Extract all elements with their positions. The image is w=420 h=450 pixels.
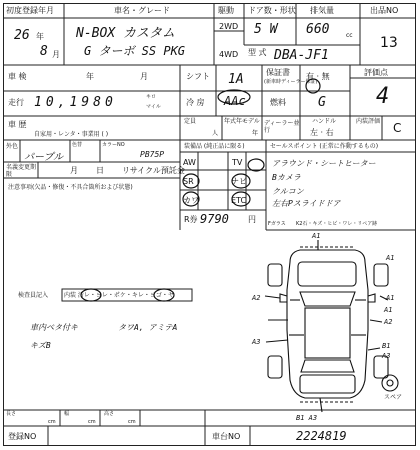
exterior-color-value: パープル [24, 152, 64, 163]
handle-label: ハンドル [312, 118, 337, 125]
color-number-label: カラーNO [102, 142, 125, 148]
year-unit: 年 [36, 32, 44, 41]
displacement-unit: cc [346, 32, 353, 39]
drive-label: 駆動 [218, 6, 234, 15]
damage-mark-right-mirror: A1 [386, 294, 395, 302]
length-unit: cm [48, 419, 56, 425]
grade-value: G ターボ SS PKG [84, 44, 186, 58]
score-value: 4 [376, 84, 390, 109]
sales-points-label: セールスポイント (正常に作動するもの) [270, 143, 379, 150]
month-unit: 月 [52, 50, 60, 59]
handle-value: 左 · 右 [310, 128, 334, 137]
r-ticket-label: R券 [184, 215, 198, 224]
damage-mark-left-mirror: A2 [252, 294, 261, 302]
warranty-options: 有 · 無 [306, 72, 330, 81]
sales-point-3: クルコン [272, 187, 304, 196]
width-label: 幅 [64, 411, 70, 417]
name-change-day-unit: 日 [96, 166, 104, 175]
equipment-aw: AW [183, 158, 196, 167]
handwritten-note-3: キズB [30, 341, 51, 350]
damage-mark-right-upper: A1 [384, 306, 393, 314]
handwritten-note-2: タワA, アミテA [118, 323, 178, 332]
equipment-etc: ETC [231, 196, 247, 205]
name-change-month-unit: 月 [70, 166, 78, 175]
recycle-label: リサイクル預託金 [122, 166, 185, 175]
damage-mark-rear: B1 A3 [296, 414, 318, 422]
model-value: DBA-JF1 [274, 48, 329, 63]
f-glass-label: Fガラス [268, 221, 286, 227]
warranty-sub-label: (新車時ディーラー保証) [264, 79, 318, 85]
damage-mark-right-rear-2: A3 [382, 352, 391, 360]
equipment-sr: SR [183, 177, 194, 186]
name-change-label: 名義変更期限 [6, 164, 37, 178]
interior-marks: 内装 汚レ・ヨレ・ポケ・キレ・ヨゴ・ヤ [64, 292, 174, 299]
spare-label: スペア [384, 394, 403, 401]
inspection-label: 車 検 [8, 72, 27, 81]
equipment-tv: TV [232, 158, 243, 167]
height-unit: cm [128, 419, 136, 425]
displacement-value: 660 [306, 22, 330, 37]
listing-number-label: 出品NO [370, 6, 399, 15]
sales-point-2: Bカメラ [272, 173, 301, 182]
dealer-label: ディーラー並行 [264, 120, 300, 134]
mileage-label: 走行 [8, 98, 24, 107]
interior-eval-label: 内装評価 [356, 118, 381, 125]
capacity-unit: 人 [212, 130, 219, 137]
equipment-leather: カワ [183, 196, 199, 205]
year-model-label: 年式年モデル [224, 118, 260, 125]
sales-point-4: 左右Pスライドドア [272, 199, 341, 208]
drive-4wd-label: 4WD [219, 50, 239, 59]
sales-point-1: アラウンド・シートヒーター [272, 159, 376, 168]
damage-legend: K2石・キズ・ヒビ・ワレ・リペア跡 [296, 221, 378, 227]
shift-value: 1A [228, 72, 244, 87]
door-value: 5 W [254, 22, 278, 37]
model-label: 型 式 [248, 48, 267, 57]
damage-mark-front: A1 [312, 232, 321, 240]
color-number-value: PB75P [140, 150, 165, 159]
exterior-color-label: 外色 [6, 143, 19, 150]
inspection-year-unit: 年 [86, 72, 94, 81]
shift-label: シフト [186, 72, 210, 81]
inspection-month-unit: 月 [140, 72, 148, 81]
damage-mark-right-rear: B1 [382, 342, 391, 350]
equipment-navi: ナビ [231, 177, 247, 186]
r-ticket-value: 9790 [200, 212, 229, 226]
caution-label: 注意事項(欠品・修復・不具合箇所および状態) [8, 184, 133, 191]
mileage-value: 10,1980 [34, 95, 117, 110]
damage-mark-right-door: A2 [384, 318, 393, 326]
car-damage-diagram [265, 240, 398, 412]
door-label: ドア数・形状 [248, 6, 296, 15]
listing-number-value: 13 [380, 35, 398, 51]
chassis-number-value: 2224819 [296, 429, 347, 443]
drive-2wd-label: 2WD [219, 22, 239, 31]
length-label: 長さ [6, 411, 17, 417]
history-label: 車 歴 [8, 120, 27, 129]
first-registration-year: 26 [14, 28, 30, 43]
height-label: 高さ [104, 411, 115, 417]
color-code-label: 燃料 [270, 98, 286, 107]
ac-label: 冷 房 [186, 98, 205, 107]
score-label: 評価点 [364, 68, 388, 77]
equipment-label: 装備品 (純正品に限る) [184, 143, 245, 150]
history-sub-label: 自家用・レンタ・事業用 ( ) [34, 131, 109, 138]
interior-eval-value: C [393, 121, 402, 135]
warranty-label: 保証書 [266, 68, 290, 77]
damage-mark-front-right: A1 [386, 254, 395, 262]
handwritten-note-1: 車内ベタ付キ [30, 323, 78, 332]
mileage-unit-mile: マイル [146, 104, 161, 110]
mileage-unit-km: キロ [146, 94, 157, 100]
year-model-unit: 年 [252, 130, 259, 137]
width-unit: cm [88, 419, 96, 425]
inspector-label: 検査員記入 [18, 292, 49, 299]
car-name-label: 車名・グレード [114, 6, 170, 15]
registration-number-label: 登録NO [8, 432, 37, 441]
color-code-value: G [318, 95, 326, 110]
car-name-value: N-BOX カスタム [76, 26, 175, 41]
ac-value: AAc [224, 94, 246, 108]
chassis-number-label: 車台NO [212, 432, 241, 441]
first-registration-month: 8 [40, 44, 48, 59]
damage-mark-left-rear: A3 [252, 338, 261, 346]
displacement-label: 排気量 [310, 6, 334, 15]
capacity-label: 定員 [184, 118, 197, 125]
color-change-label: 色替 [72, 142, 83, 148]
r-ticket-unit: 円 [248, 215, 256, 224]
first-registration-label: 初度登録年月 [6, 6, 54, 15]
